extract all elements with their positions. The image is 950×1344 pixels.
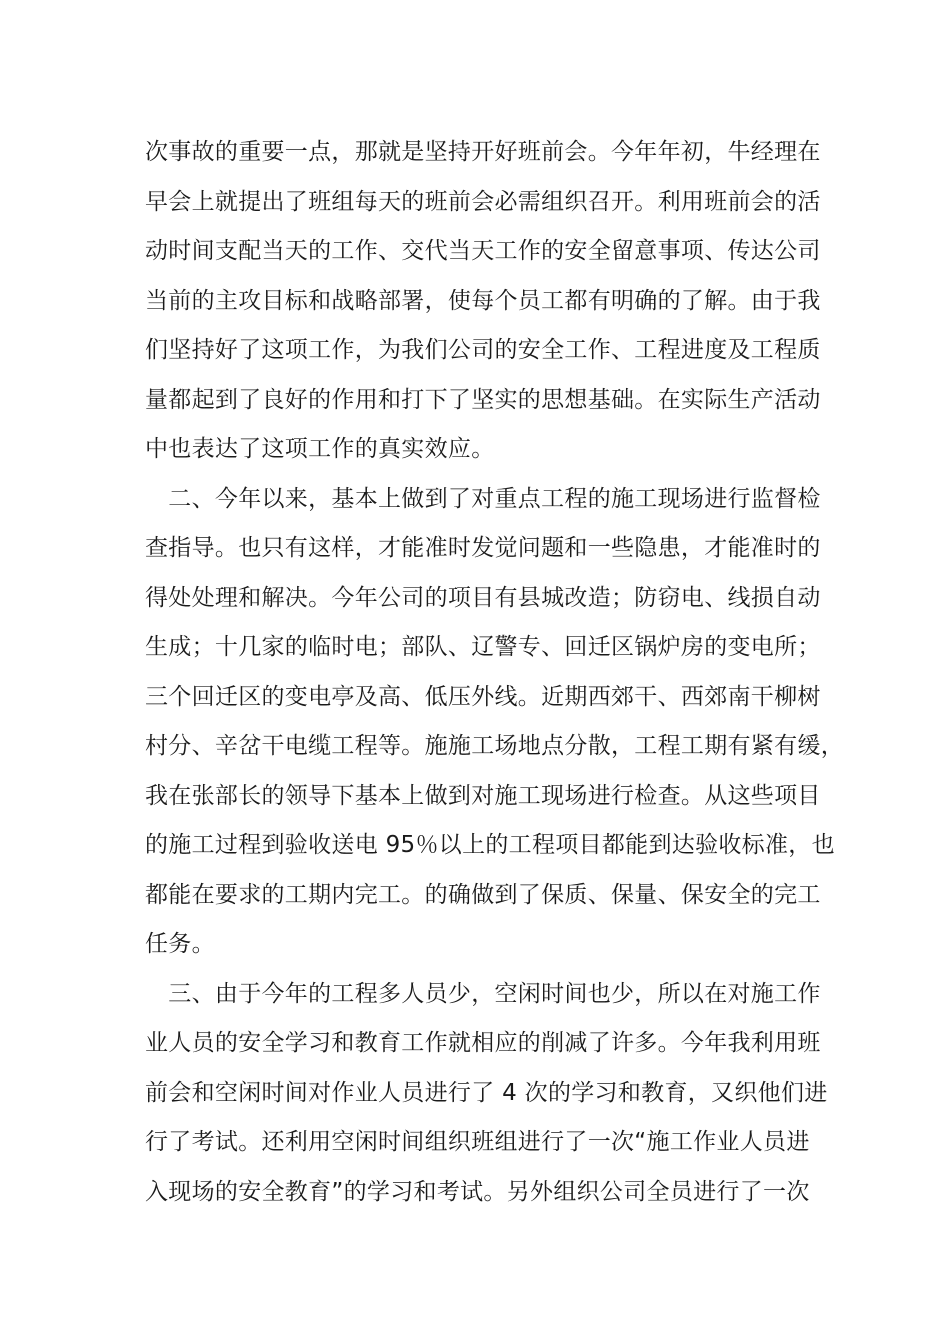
text-line: 三个回迁区的变电亭及高、低压外线。近期西郊干、西郊南干柳树 bbox=[145, 683, 821, 710]
text-line: 们坚持好了这项工作，为我们公司的安全工作、工程进度及工程质 bbox=[145, 337, 821, 363]
text-line: 村分、辛岔干电缆工程等。施施工场地点分散，工程工期有紧有缓， bbox=[145, 733, 844, 759]
text-line: 次事故的重要一点，那就是坚持开好班前会。今年年初，牛经理在 bbox=[145, 139, 821, 165]
document-body bbox=[145, 128, 844, 1217]
text-line: 入现场的安全教育”的学习和考试。另外组织公司全员进行了一次 bbox=[145, 1178, 810, 1205]
text-line: 行了考试。还利用空闲时间组织班组进行了一次“施工作业人员进 bbox=[145, 1129, 810, 1155]
text-line: 二、今年以来，基本上做到了对重点工程的施工现场进行监督检 bbox=[145, 485, 821, 512]
text-line: 的施工过程到验收送电 95％以上的工程项目都能到达验收标准，也 bbox=[145, 832, 835, 858]
text-line: 我在张部长的领导下基本上做到对施工现场进行检查。从这些项目 bbox=[145, 782, 821, 809]
text-line: 得处处理和解决。今年公司的项目有县城改造；防窃电、线损自动 bbox=[145, 584, 821, 611]
text-line: 动时间支配当天的工作、交代当天工作的安全留意事项、传达公司 bbox=[145, 238, 821, 264]
text-line: 当前的主攻目标和战略部署，使每个员工都有明确的了解。由于我 bbox=[145, 287, 821, 314]
text-line: 都能在要求的工期内完工。的确做到了保质、保量、保安全的完工 bbox=[145, 881, 821, 908]
text-line: 前会和空闲时间对作业人员进行了 4 次的学习和教育，又织他们进 bbox=[145, 1079, 828, 1106]
text-line: 查指导。也只有这样，才能准时发觉问题和一些隐患，才能准时的 bbox=[145, 535, 821, 561]
text-line: 三、由于今年的工程多人员少，空闲时间也少，所以在对施工作 bbox=[145, 980, 821, 1007]
text-line: 任务。 bbox=[145, 931, 215, 957]
text-line: 量都起到了良好的作用和打下了坚实的思想基础。在实际生产活动 bbox=[145, 386, 821, 413]
text-line: 中也表达了这项工作的真实效应。 bbox=[145, 436, 495, 462]
text-line: 生成；十几家的临时电；部队、辽警专、回迁区锅炉房的变电所； bbox=[145, 634, 821, 660]
text-line: 业人员的安全学习和教育工作就相应的削减了许多。今年我利用班 bbox=[145, 1030, 821, 1056]
text-line: 早会上就提出了班组每天的班前会必需组织召开。利用班前会的活 bbox=[145, 188, 821, 215]
